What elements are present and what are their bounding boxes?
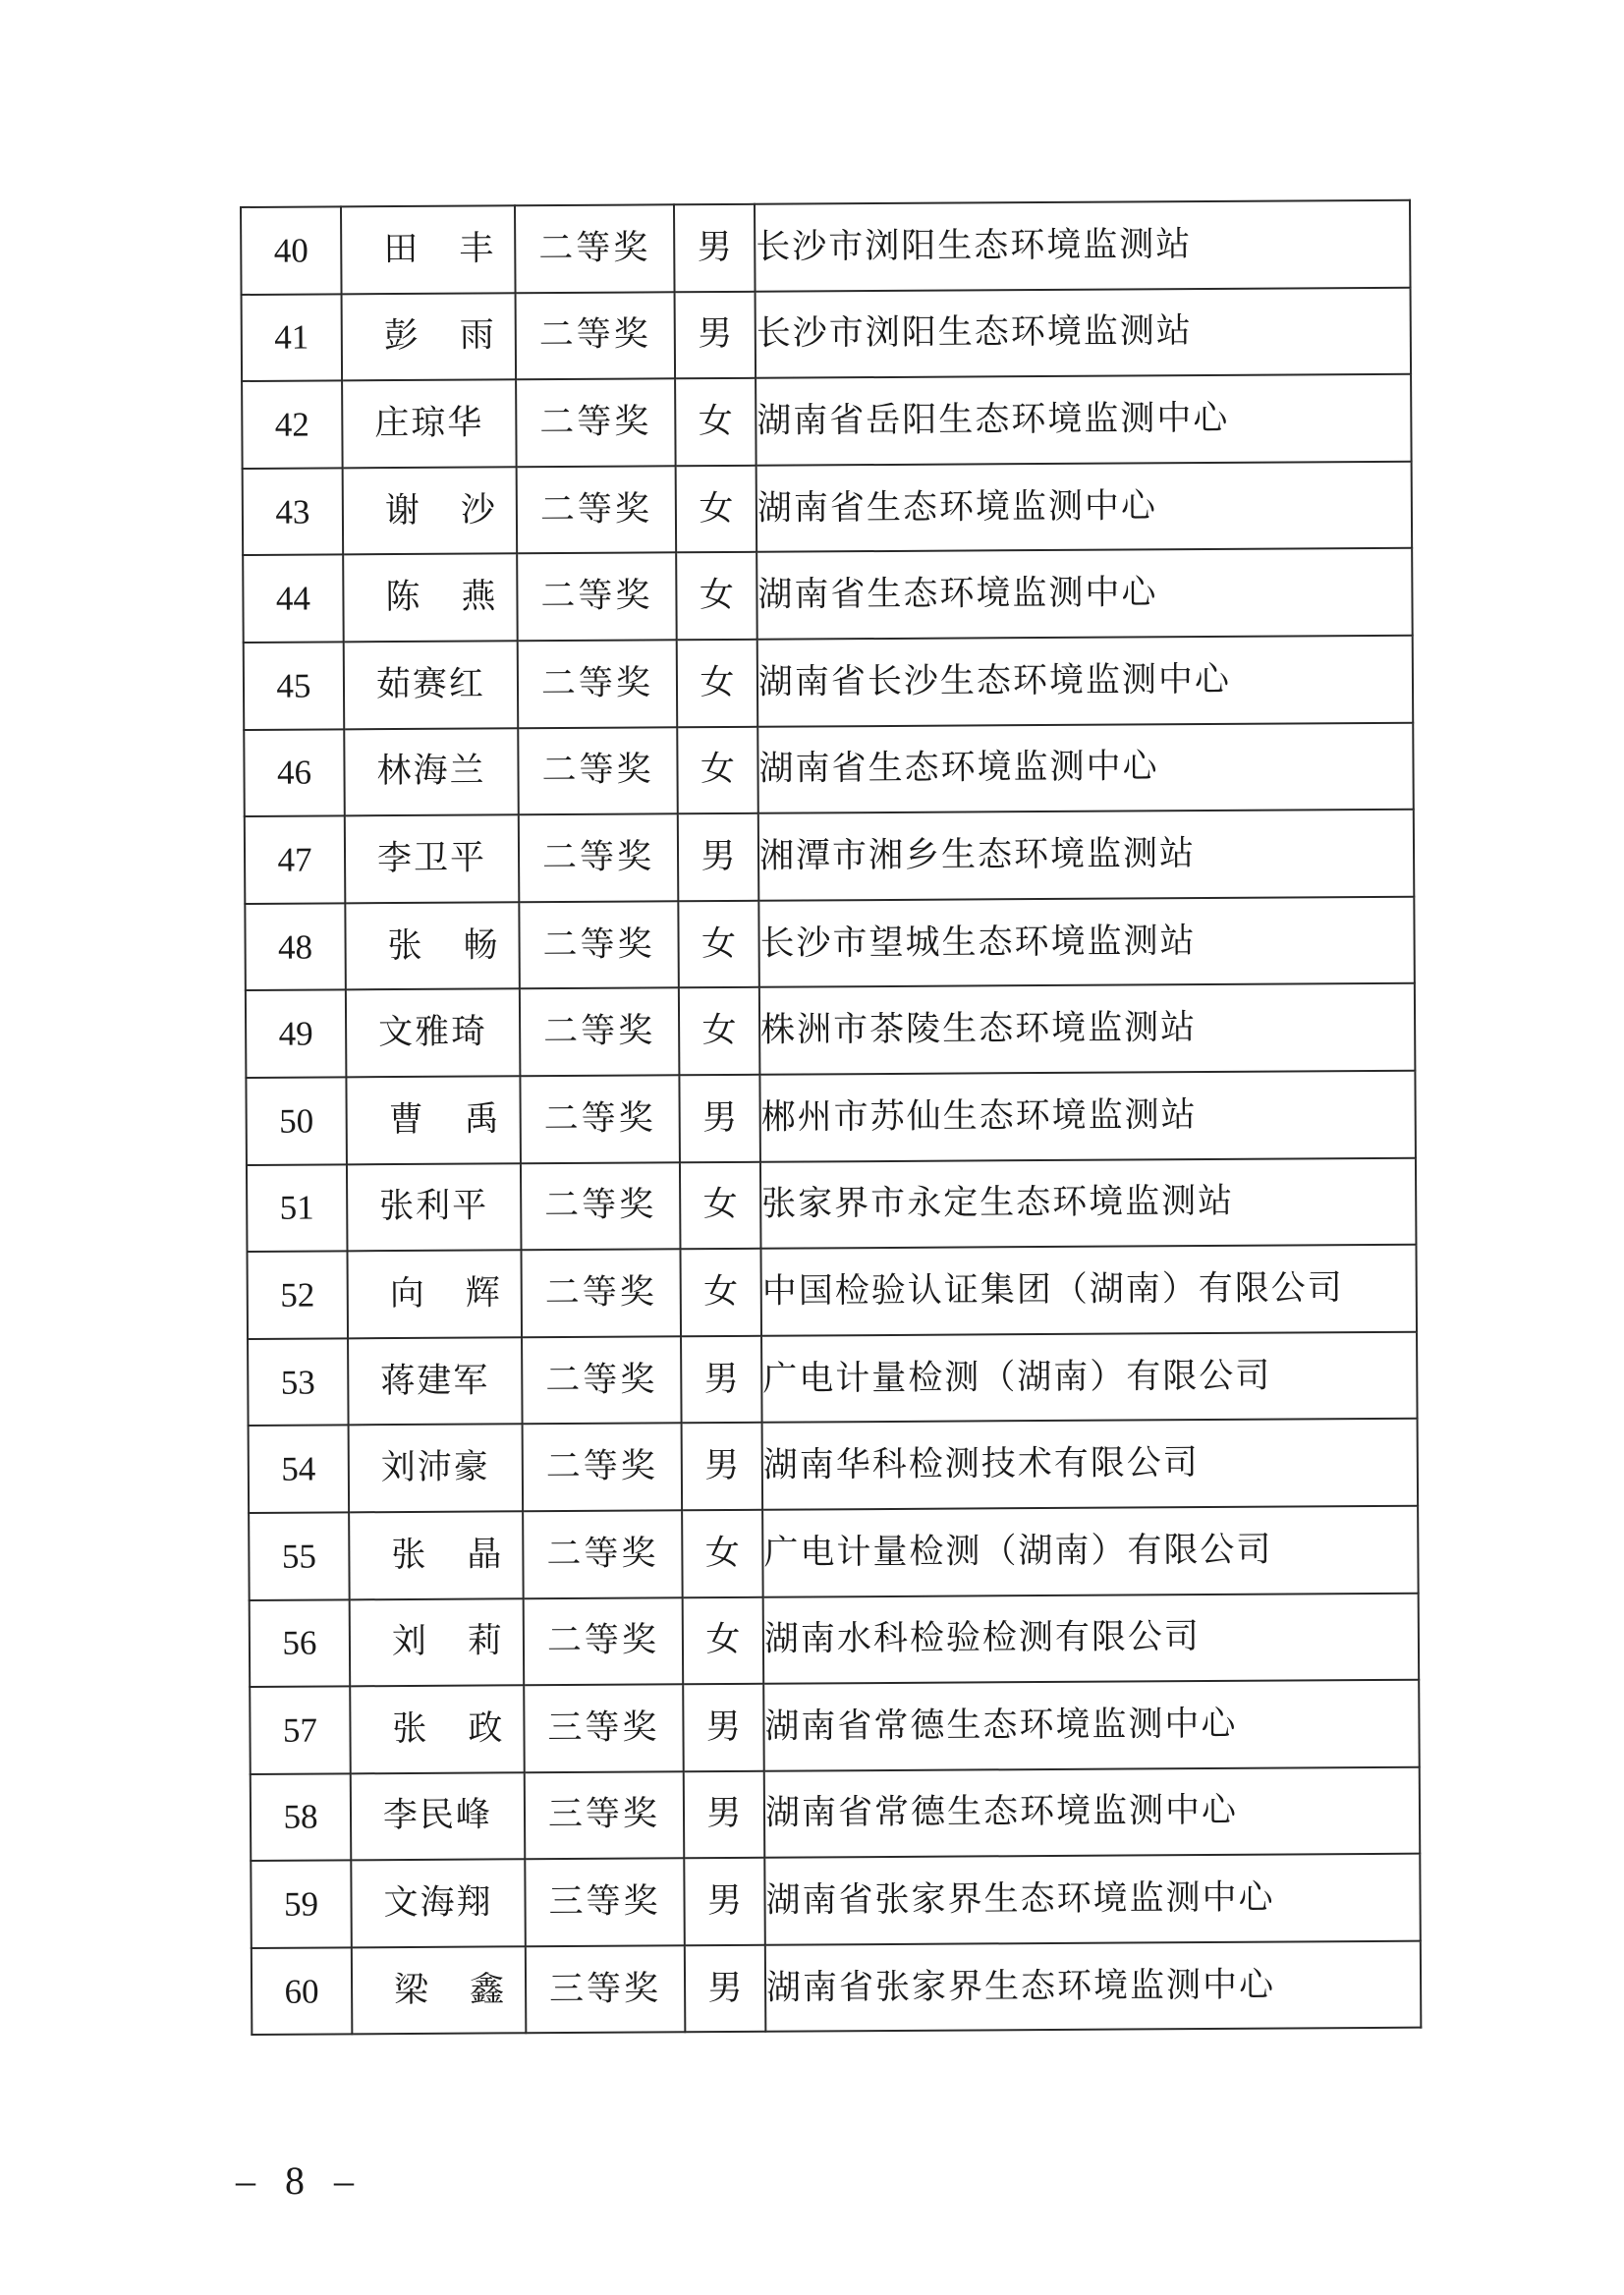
row-number-cell: 54 — [249, 1426, 350, 1513]
name-cell: 张晶 — [349, 1511, 524, 1599]
gender-cell: 女 — [676, 466, 757, 553]
row-number-cell: 56 — [250, 1599, 351, 1687]
organization-cell: 张家界市永定生态环境监测站 — [760, 1157, 1417, 1249]
row-number-cell: 55 — [249, 1512, 350, 1599]
name-cell: 彭雨 — [342, 293, 517, 381]
organization-cell: 郴州市苏仙生态环境监测站 — [759, 1071, 1416, 1162]
row-number-cell: 47 — [245, 816, 346, 904]
organization-cell: 长沙市浏阳生态环境监测站 — [755, 200, 1411, 292]
gender-cell: 女 — [680, 1161, 761, 1249]
gender-cell: 男 — [684, 1770, 765, 1858]
gender-cell: 男 — [684, 1858, 765, 1945]
row-number-cell: 49 — [246, 990, 347, 1078]
organization-cell: 湖南省生态环境监测中心 — [756, 548, 1413, 640]
name-cell: 梁鑫 — [352, 1946, 527, 2035]
organization-cell: 广电计量检测（湖南）有限公司 — [761, 1331, 1418, 1423]
table-row — [245, 810, 1415, 904]
organization-cell: 湖南省岳阳生态环境监测中心 — [756, 374, 1412, 466]
table-row — [243, 548, 1413, 643]
award-cell: 二等奖 — [516, 378, 676, 467]
organization-cell: 长沙市望城生态环境监测站 — [758, 896, 1415, 987]
organization-cell: 湖南省张家界生态环境监测中心 — [764, 1854, 1421, 1945]
organization-cell: 中国检验认证集团（湖南）有限公司 — [760, 1245, 1417, 1336]
award-cell: 二等奖 — [521, 1162, 681, 1251]
organization-cell: 湖南水科检验检测有限公司 — [763, 1593, 1420, 1684]
organization-cell: 广电计量检测（湖南）有限公司 — [762, 1506, 1419, 1597]
organization-cell: 湘潭市湘乡生态环境监测站 — [758, 810, 1415, 901]
table-row — [244, 722, 1414, 816]
award-cell: 二等奖 — [524, 1597, 684, 1686]
award-cell: 二等奖 — [523, 1510, 683, 1598]
organization-cell: 湖南省生态环境监测中心 — [757, 722, 1414, 813]
award-cell: 二等奖 — [519, 813, 679, 902]
row-number-cell: 60 — [252, 1947, 353, 2035]
gender-cell: 男 — [682, 1423, 763, 1510]
row-number-cell: 46 — [244, 729, 345, 816]
table-row — [252, 1941, 1422, 2036]
row-number-cell: 41 — [242, 294, 343, 381]
table-row — [249, 1506, 1419, 1600]
gender-cell: 女 — [677, 726, 758, 813]
gender-cell: 男 — [675, 291, 756, 378]
gender-cell: 男 — [685, 1945, 766, 2033]
table-row — [244, 636, 1414, 730]
row-number-cell: 50 — [246, 1077, 347, 1164]
table-row — [247, 1157, 1417, 1252]
row-number-cell: 44 — [243, 555, 344, 643]
name-cell: 刘莉 — [350, 1598, 525, 1687]
row-number-cell: 51 — [247, 1164, 348, 1252]
award-cell: 三等奖 — [526, 1945, 686, 2034]
name-cell: 谢沙 — [343, 467, 518, 555]
organization-cell: 长沙市浏阳生态环境监测站 — [756, 287, 1412, 378]
name-cell: 文雅琦 — [346, 989, 521, 1078]
organization-cell: 湖南省长沙生态环境监测中心 — [757, 636, 1414, 727]
table-row — [251, 1766, 1421, 1861]
table-row — [241, 200, 1411, 295]
table-row — [245, 896, 1415, 990]
organization-cell: 湖南省张家界生态环境监测中心 — [765, 1941, 1422, 2033]
row-number-cell: 45 — [244, 642, 345, 729]
name-cell: 田丰 — [341, 205, 516, 294]
row-number-cell: 40 — [241, 206, 342, 294]
row-number-cell: 58 — [251, 1773, 352, 1861]
gender-cell: 女 — [680, 1249, 761, 1336]
table-row — [251, 1854, 1421, 1948]
award-cell: 二等奖 — [518, 727, 678, 815]
table-row — [242, 287, 1412, 381]
gender-cell: 男 — [683, 1684, 764, 1771]
name-cell: 李民峰 — [351, 1772, 526, 1861]
award-cell: 三等奖 — [524, 1684, 684, 1772]
name-cell: 蒋建军 — [348, 1337, 523, 1426]
gender-cell: 男 — [678, 813, 759, 901]
row-number-cell: 42 — [242, 381, 343, 469]
award-cell: 二等奖 — [516, 292, 676, 380]
award-cell: 二等奖 — [518, 640, 678, 728]
name-cell: 陈燕 — [343, 554, 518, 643]
award-cell: 二等奖 — [517, 553, 677, 642]
award-cell: 二等奖 — [520, 1075, 680, 1163]
row-number-cell: 48 — [245, 903, 346, 990]
gender-cell: 女 — [678, 901, 759, 988]
name-cell: 张政 — [350, 1685, 525, 1773]
award-cell: 二等奖 — [517, 466, 677, 554]
award-cell: 二等奖 — [521, 1249, 681, 1337]
gender-cell: 女 — [682, 1510, 763, 1597]
award-cell: 三等奖 — [525, 1771, 685, 1860]
organization-cell: 湖南华科检测技术有限公司 — [762, 1419, 1419, 1510]
roster-body — [241, 200, 1421, 2036]
table-row — [250, 1680, 1420, 1774]
organization-cell: 湖南省生态环境监测中心 — [756, 462, 1413, 553]
gender-cell: 男 — [674, 204, 756, 292]
name-cell: 林海兰 — [344, 728, 519, 816]
award-cell: 三等奖 — [525, 1859, 685, 1947]
gender-cell: 女 — [677, 640, 758, 727]
award-cell: 二等奖 — [523, 1424, 683, 1512]
award-cell: 二等奖 — [520, 988, 680, 1077]
award-cell: 二等奖 — [522, 1336, 682, 1425]
award-cell: 二等奖 — [519, 901, 679, 989]
name-cell: 刘沛豪 — [349, 1425, 524, 1513]
gender-cell: 男 — [679, 1075, 760, 1162]
row-number-cell: 52 — [248, 1251, 349, 1338]
page-number: – 8 – — [236, 2158, 364, 2203]
table-row — [249, 1419, 1419, 1513]
award-cell: 二等奖 — [515, 204, 675, 293]
name-cell: 张畅 — [345, 902, 520, 990]
row-number-cell: 53 — [248, 1338, 349, 1426]
table-row — [246, 983, 1416, 1078]
row-number-cell: 43 — [243, 468, 344, 555]
row-number-cell: 57 — [250, 1686, 351, 1773]
name-cell: 张利平 — [347, 1163, 522, 1252]
table-row — [243, 462, 1413, 556]
name-cell: 文海翔 — [351, 1860, 526, 1948]
organization-cell: 株洲市茶陵生态环境监测站 — [759, 983, 1416, 1075]
gender-cell: 女 — [679, 987, 760, 1075]
table-row — [242, 374, 1412, 469]
table-row — [246, 1071, 1416, 1165]
table-row — [248, 1245, 1418, 1339]
gender-cell: 女 — [676, 552, 757, 640]
award-roster-table — [240, 199, 1422, 2037]
name-cell: 李卫平 — [345, 814, 520, 903]
organization-cell: 湖南省常德生态环境监测中心 — [763, 1680, 1420, 1771]
table-row — [248, 1331, 1418, 1426]
gender-cell: 女 — [683, 1596, 764, 1684]
name-cell: 庄琼华 — [342, 379, 517, 468]
gender-cell: 女 — [675, 378, 756, 466]
name-cell: 曹禹 — [346, 1076, 521, 1164]
gender-cell: 男 — [681, 1335, 762, 1423]
name-cell: 向辉 — [347, 1250, 522, 1338]
table-row — [250, 1593, 1420, 1687]
name-cell: 茹赛红 — [344, 641, 519, 729]
row-number-cell: 59 — [251, 1861, 352, 1948]
organization-cell: 湖南省常德生态环境监测中心 — [764, 1766, 1421, 1858]
